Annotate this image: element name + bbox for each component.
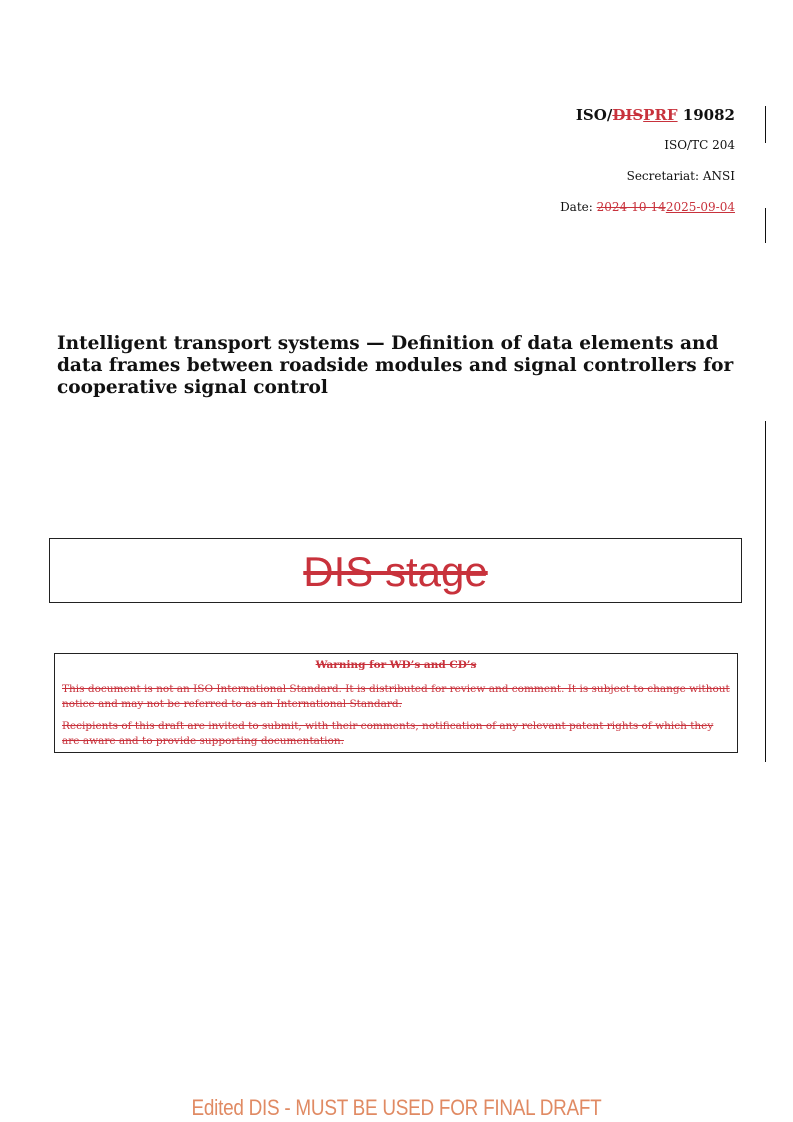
date-inserted: 2025-09-04	[665, 200, 735, 214]
document-header	[560, 106, 735, 231]
change-bar-warning	[765, 421, 766, 762]
committee-line: ISO/TC 204	[664, 138, 735, 152]
stage-banner-text: DIS stage	[303, 548, 488, 595]
document-title: Intelligent transport systems — Definition of data elements and data frames between roadside modules and signal controllers for cooperative signal control	[57, 333, 734, 398]
doc-stage-inserted: PRF	[643, 106, 678, 124]
date-label: Date:	[560, 200, 597, 214]
footer-watermark: Edited DIS - MUST BE USED FOR FINAL DRAFT	[191, 1095, 602, 1120]
warning-paragraph-1: This document is not an ISO International Standard. It is distributed for review and comment. It is subject to change without notice and may not be referred to as an International Standard.	[62, 683, 730, 710]
doc-stage-deleted: DIS	[612, 106, 644, 124]
stage-banner-box	[49, 538, 742, 603]
date-deleted: 2024-10-14	[596, 200, 666, 214]
warning-box	[54, 653, 738, 753]
warning-paragraph-2: Recipients of this draft are invited to submit, with their comments, notification of any relevant patent rights of which they are aware and to provide supporting documentation.	[62, 720, 714, 747]
warning-title: Warning for WD’s and CD’s	[315, 659, 477, 671]
doc-prefix: ISO/	[575, 106, 613, 124]
secretariat-line: Secretariat: ANSI	[626, 169, 735, 183]
document-number	[560, 106, 735, 124]
change-bar-top	[765, 106, 766, 143]
doc-number-value: 19082	[677, 106, 735, 124]
date-line	[560, 200, 735, 214]
change-bar-date	[765, 208, 766, 243]
